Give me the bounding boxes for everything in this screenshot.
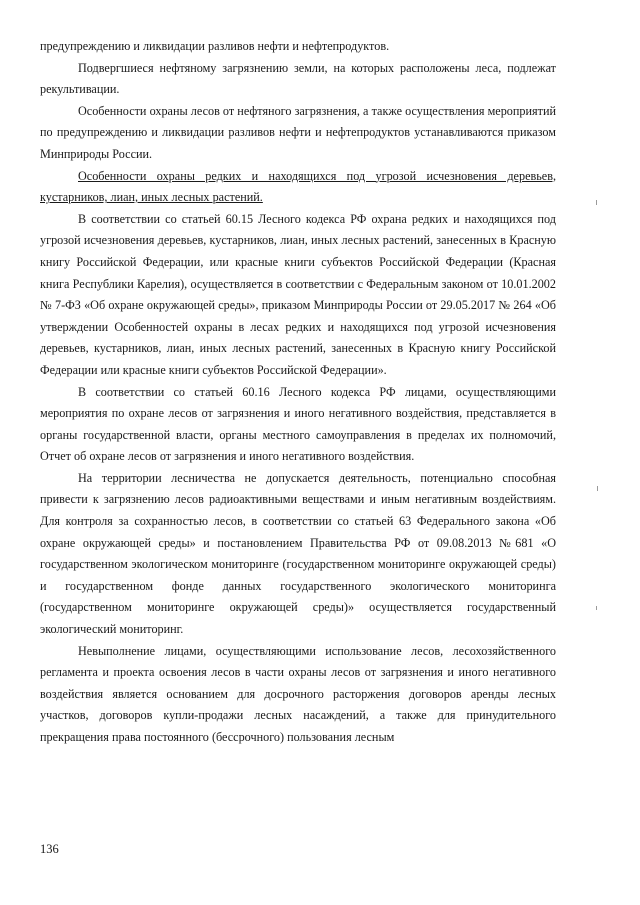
paragraph-1: предупреждению и ликвидации разливов нефти и нефтепродуктов. [40,39,390,53]
paragraph-7: Невыполнение лицами, осуществляющими использование лесов, лесохозяйственного регламента и проекта освоения лесов в части охраны лесов от загрязнения и иного негативного воздействия является основанием для досрочного расторжения договоров аренды лесных участков, договоров купли-продажи лесных насаждений, а также для принудительного прекращения права постоянного (бессрочного) пользования лесным [40,643,556,744]
scan-mark [597,486,598,491]
scan-mark [596,606,597,610]
paragraph-2: Подвергшиеся нефтяному загрязнению земли, на которых расположены леса, подлежат рекультивации. [40,60,556,97]
section-heading: Особенности охраны редких и находящихся под угрозой исчезновения деревьев, кустарников, лиан, иных лесных растений. [40,168,556,205]
paragraph-6: На территории лесничества не допускается деятельность, потенциально способная привести к загрязнению лесов радиоактивными веществами и иным негативным воздействиям. Для контроля за сохранностью лесов, в соответствии со статьей 63 Федерального закона «Об охране окружающей среды» и постановлением Правительства РФ от 09.08.2013 №681 «О государственном экологическом мониторинге (государственном мониторинге окружающей среды) и государственном фонде данных государственного экологического мониторинга (государственном мониторинге окружающей среды)» осуществляется государственный экологический мониторинг. [40,470,556,637]
document-body [40,36,556,749]
paragraph-4: В соответствии со статьей 60.15 Лесного кодекса РФ охрана редких и находящихся под угрозой исчезновения деревьев, кустарников, лиан, иных лесных растений, занесенных в Красную книгу Российской Федерации, или красные книги субъектов Российской Федерации (Красная книга Республики Карелия), осуществляется в соответствии с Федеральным законом от 10.01.2002 № 7-ФЗ «Об охране окружающей среды», приказом Минприроды России от 29.05.2017 № 264 «Об утверждении Особенностей охраны в лесах редких и находящихся под угрозой исчезновения деревьев, кустарников, лиан, иных лесных растений, занесенных в Красную книгу Российской Федерации или красные книги субъектов Российской Федерации». [40,211,556,377]
page-number: 136 [40,842,59,856]
paragraph-3: Особенности охраны лесов от нефтяного загрязнения, а также осуществления мероприятий по предупреждению и ликвидации разливов нефти и нефтепродуктов устанавливаются приказом Минприроды России. [40,103,556,161]
paragraph-5: В соответствии со статьей 60.16 Лесного кодекса РФ лицами, осуществляющими мероприятия по охране лесов от загрязнения и иного негативного воздействия, представляется в органы государственной власти, органы местного самоуправления в пределах их полномочий, Отчет об охране лесов от загрязнения и иного негативного воздействия. [40,384,556,464]
scan-mark [596,200,597,205]
